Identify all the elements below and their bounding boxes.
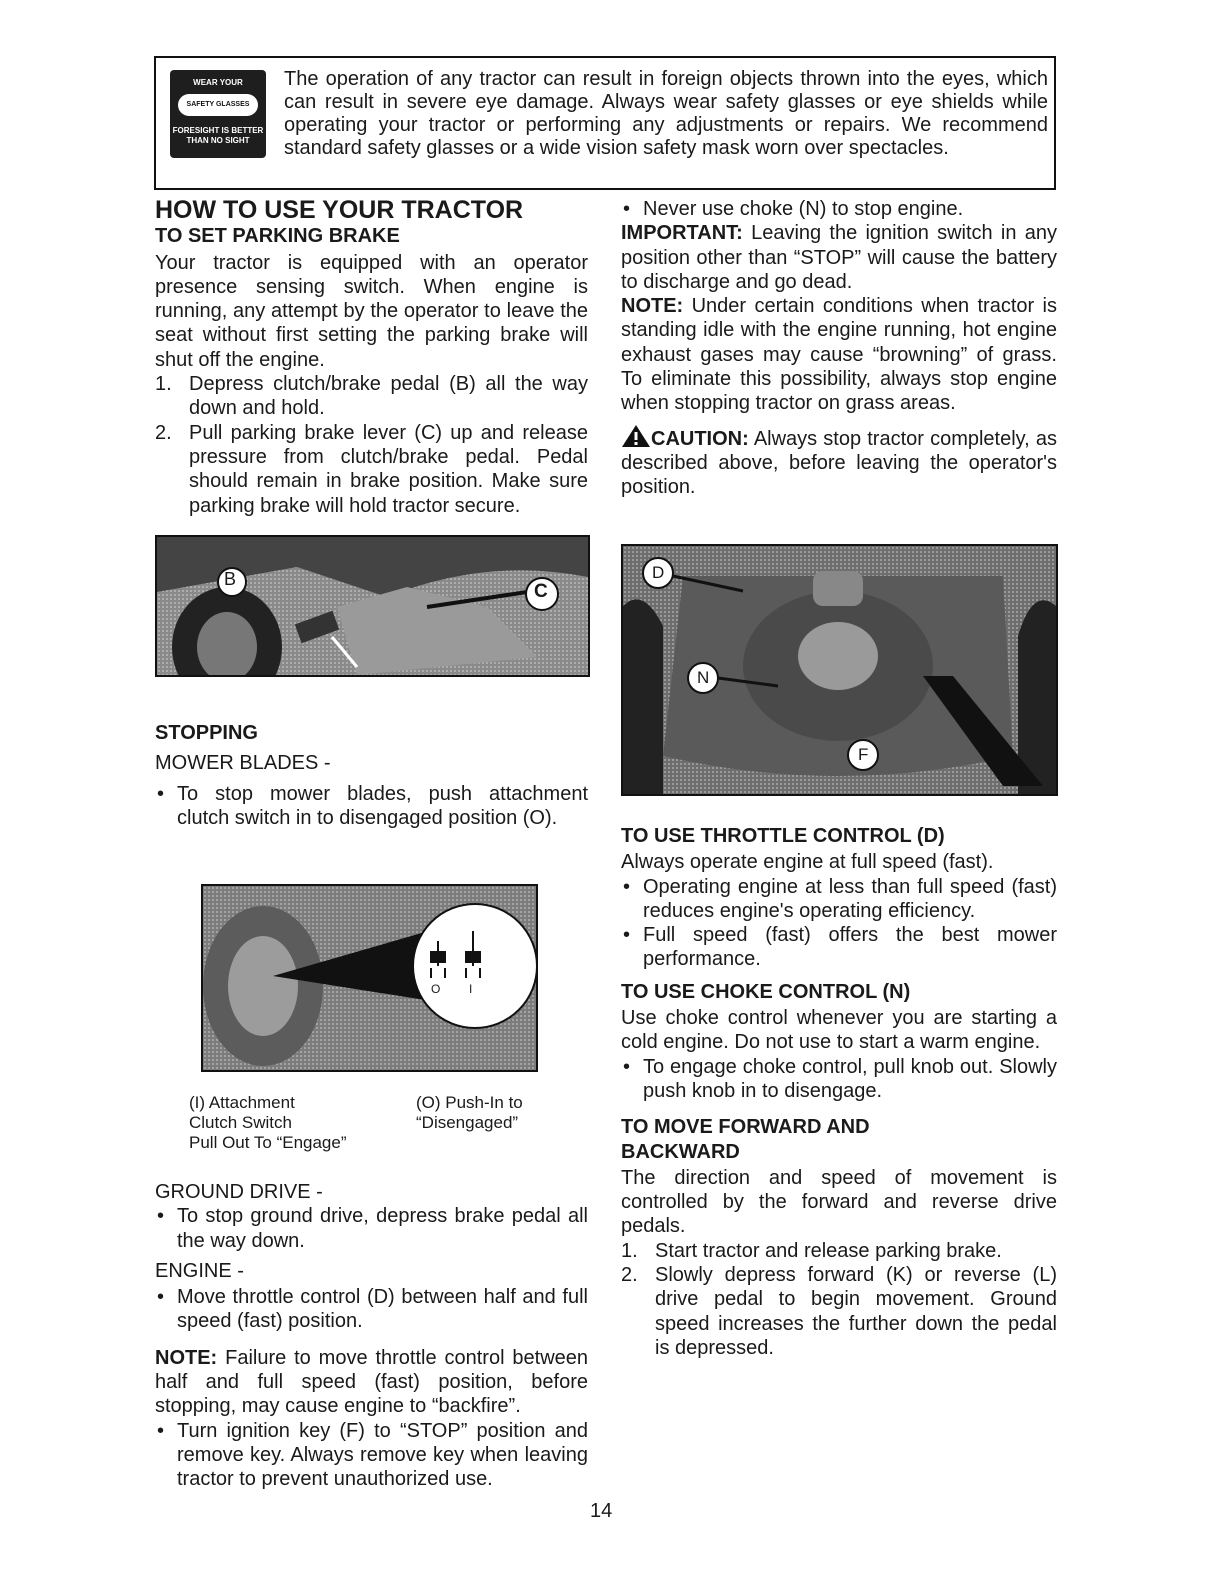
left-column-top	[155, 198, 588, 518]
badge-line: SAFETY GLASSES	[178, 94, 258, 116]
mower-blades-label: MOWER BLADES -	[155, 752, 331, 775]
safety-warning-text: The operation of any tractor can result in foreign objects thrown into the eyes, which can result in severe eye damage. Always wear safety glasses or eye shields while operating your tractor or performing any adjustments or repairs. We recommend standard safety glasses or a wide vision safety mask worn over spectacles.	[284, 68, 1048, 159]
note-label: NOTE:	[155, 1346, 218, 1369]
safety-glasses-badge-icon	[170, 70, 266, 158]
list-item	[621, 1263, 1057, 1360]
move-heading: TO MOVE FORWARD AND BACKWARD	[621, 1116, 870, 1163]
parking-brake-heading: TO SET PARKING BRAKE	[155, 225, 400, 248]
caption-line: (O) Push-In to	[416, 1093, 523, 1112]
caption-line: (I) Attachment	[189, 1093, 295, 1112]
list-text: To stop ground drive, depress brake pedal all the way down.	[177, 1205, 588, 1252]
list-item	[621, 875, 1057, 924]
page-number: 14	[590, 1500, 613, 1522]
list-text: Turn ignition key (F) to “STOP” position and remove key. Always remove key when leaving tractor to prevent unauthorized use.	[177, 1419, 588, 1491]
list-text: To stop mower blades, push attachment clutch switch in to disengaged position (O).	[177, 782, 588, 829]
bullet: •	[623, 875, 631, 898]
clutch-switch-illustration	[203, 886, 536, 1070]
left-column-bottom	[155, 1180, 588, 1492]
bullet: •	[157, 1205, 165, 1228]
throttle-heading: TO USE THROTTLE CONTROL (D)	[621, 825, 945, 847]
ground-drive-label: GROUND DRIVE -	[155, 1181, 323, 1203]
parking-brake-illustration	[157, 537, 588, 675]
caution-label: CAUTION:	[651, 427, 749, 450]
list-number: 2.	[155, 421, 172, 444]
switch-symbol-i: I	[469, 982, 473, 996]
important-paragraph	[621, 221, 1057, 294]
throttle-text: Always operate engine at full speed (fast).	[621, 851, 994, 874]
callout-b: B	[224, 569, 237, 589]
bullet: •	[623, 1055, 631, 1078]
list-item	[155, 421, 588, 518]
list-text: Start tractor and release parking brake.	[655, 1239, 1002, 1262]
list-text: Operating engine at less than full speed (fast) reduces engine's operating efficiency.	[643, 875, 1057, 922]
badge-line: FORESIGHT IS BETTER	[172, 126, 264, 135]
list-text: Full speed (fast) offers the best mower performance.	[643, 924, 1057, 971]
bullet: •	[157, 1419, 165, 1442]
callout-d: D	[652, 563, 665, 582]
caption-line: Clutch Switch	[189, 1113, 292, 1132]
caution-text: Always stop tractor completely, as described above, before leaving the operator's position.	[621, 427, 1057, 499]
note-paragraph	[155, 1346, 588, 1419]
section-title: HOW TO USE YOUR TRACTOR	[155, 196, 524, 224]
note-text: Failure to move throttle control between half and full speed (fast) position, before stopping, may cause engine to “backfire”.	[155, 1346, 588, 1418]
bullet: •	[623, 924, 631, 947]
bullet: •	[157, 782, 165, 805]
list-item	[155, 1419, 588, 1492]
list-item	[621, 1239, 1057, 1263]
note-paragraph	[621, 294, 1057, 415]
list-item	[155, 372, 588, 421]
list-item	[621, 923, 1057, 972]
caption-engage	[189, 1093, 347, 1153]
stopping-heading: STOPPING	[155, 722, 258, 744]
note-text: Under certain conditions when tractor is standing idle with the engine running, hot engine exhaust gases may cause “browning” of grass. To eliminate this possibility, always stop engine when stopping tractor on grass areas.	[621, 295, 1058, 415]
list-number: 2.	[621, 1264, 638, 1287]
caption-disengage	[416, 1093, 523, 1133]
list-item	[621, 197, 1057, 221]
move-text: The direction and speed of movement is controlled by the forward and reverse drive pedals.	[621, 1166, 1057, 1238]
choke-heading: TO USE CHOKE CONTROL (N)	[621, 980, 911, 1003]
left-column-stopping	[155, 721, 588, 830]
caution-paragraph	[621, 424, 1057, 500]
callout-f: F	[858, 745, 869, 764]
callout-c: C	[534, 581, 548, 602]
list-text: Depress clutch/brake pedal (B) all the way down and hold.	[189, 373, 588, 420]
list-item	[621, 1055, 1057, 1104]
list-item	[155, 1204, 588, 1253]
list-text: Slowly depress forward (K) or reverse (L) drive pedal to begin movement. Ground speed increases the further down the pedal is depressed.	[655, 1264, 1057, 1359]
list-text: Never use choke (N) to stop engine.	[643, 198, 964, 220]
switch-symbol-o: O	[431, 982, 441, 996]
list-text: Move throttle control (D) between half and full speed (fast) position.	[177, 1286, 588, 1333]
list-number: 1.	[621, 1239, 638, 1262]
list-item	[155, 782, 588, 831]
caption-line: Pull Out To “Engage”	[189, 1133, 347, 1152]
engine-label: ENGINE -	[155, 1259, 244, 1282]
bullet: •	[623, 198, 631, 220]
caption-line: “Disengaged”	[416, 1113, 519, 1132]
right-column-top	[621, 197, 1057, 500]
warning-triangle-icon	[621, 424, 651, 448]
important-label: IMPORTANT:	[621, 222, 743, 245]
bullet: •	[157, 1286, 165, 1309]
callout-n: N	[697, 668, 710, 687]
badge-line: THAN NO SIGHT	[186, 136, 250, 145]
list-number: 1.	[155, 373, 172, 396]
list-text: To engage choke control, pull knob out. Slowly push knob in to disengage.	[643, 1055, 1057, 1102]
choke-text: Use choke control whenever you are starting a cold engine. Do not use to start a warm engine.	[621, 1007, 1057, 1054]
important-text: Leaving the ignition switch in any position other than “STOP” will cause the battery to discharge and go dead.	[621, 222, 1058, 293]
badge-line: WEAR YOUR	[193, 78, 243, 87]
list-item	[155, 1285, 588, 1334]
right-column-bottom	[621, 824, 1057, 1360]
list-text: Pull parking brake lever (C) up and release pressure from clutch/brake pedal. Pedal should remain in brake position. Make sure parking brake will hold tractor secure.	[189, 421, 588, 517]
note-label: NOTE:	[621, 295, 684, 318]
clutch-switch-photo	[201, 884, 538, 1072]
parking-brake-intro: Your tractor is equipped with an operator presence sensing switch. When engine is running, any attempt by the operator to leave the seat without first setting the parking brake will shut off the engine.	[155, 251, 588, 371]
parking-brake-photo	[155, 535, 590, 677]
throttle-choke-photo	[621, 544, 1058, 796]
dashboard-illustration	[623, 546, 1056, 794]
